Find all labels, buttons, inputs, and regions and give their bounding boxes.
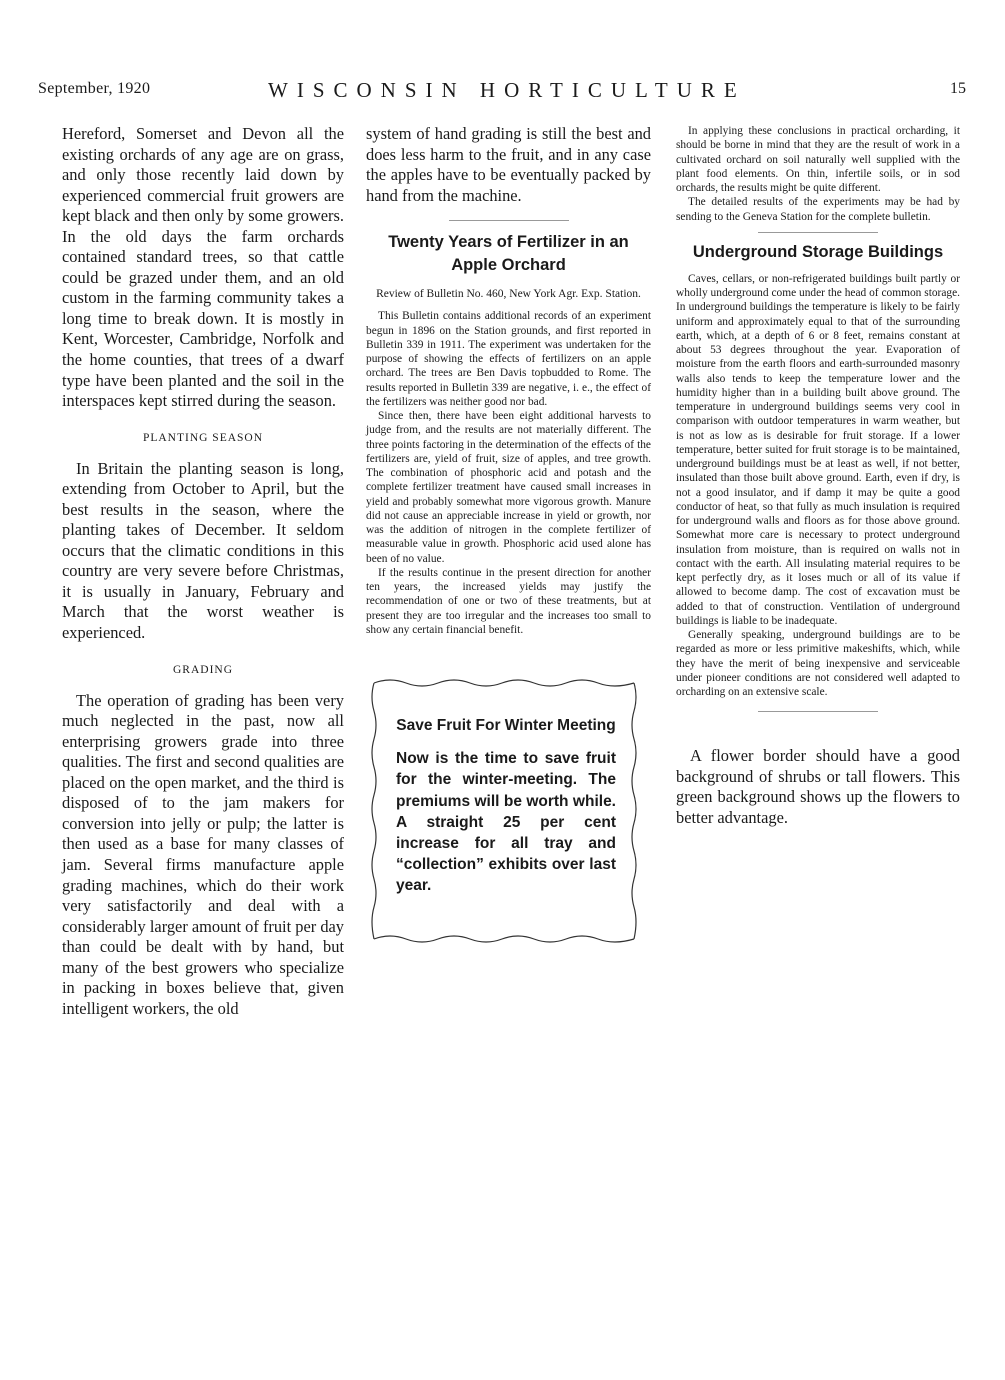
issue-date: September, 1920 — [38, 80, 151, 97]
fertilizer-paragraph-3: If the results continue in the present direction for another ten years, the increased yields may justify the recommendation of one or two of these treatments, but at present they are too irregular and the increases too small to show any certain financial benefit. — [366, 566, 651, 636]
fertilizer-paragraph-2: Since then, there have been eight additional harvests to judge from, and the results are not materially different. The three points factoring in the determination of the effects of the fertilizers are, yield of fruit, size of apples, and tree growth. The combination of phosphoric acid and potash and the complete fertilizer treatment have caused small increases in yield and probably somewhat more vigorous growth. Manure did not cause an appreciable increase in yield or growth, nor was the addition of nitrogen in the complete fertilizer of measurable value in growth. Phosphoric acid used alone has been of no value. — [366, 410, 651, 565]
grading-heading: GRADING — [172, 663, 234, 676]
flower-border-note: A flower border should have a good background of shrubs or tall flowers. This green background shows up the flowers to better advantage. — [676, 746, 960, 828]
divider — [758, 232, 878, 233]
planting-season-paragraph: In Britain the planting season is long, extending from October to April, but the best results in the season, where the planting takes of December. It seldom occurs that the climatic conditions in this country are very severe before Christmas, it is usually in January, February and March that the worst weather is experienced. — [62, 458, 344, 643]
grading-continuation: system of hand grading is still the best and does less harm to the fruit, and in any case the apples have to be eventually packed by hand from the machine. — [366, 124, 651, 205]
divider — [758, 711, 878, 712]
page-number: 15 — [950, 80, 966, 97]
page-header — [38, 78, 966, 102]
storage-paragraph-2: Generally speaking, underground buildings are to be regarded as more or less primitive makeshifts, which, while they have the merit of being inexpensive and serviceable under pioneer conditions are not considered well adapted to orcharding on an extensive scale. — [676, 629, 960, 698]
orchard-grass-paragraph: Hereford, Somerset and Devon all the existing orchards of any age are on grass, and only those recently laid down by experienced commercial fruit growers are kept black and then only by some growers. In the old days the farm orchards contained standard trees, so that cattle could be grazed under them, and an old custom in the farming community takes a long time to break down. It is mostly in Kent, Worcester, Cambridge, Norfolk and the home counties, that trees of a dwarf type have been planted and the soil in the interspaces kept stirred during the season. — [62, 124, 344, 411]
publication-title: WISCONSIN HORTICULTURE — [268, 78, 746, 102]
column-left — [62, 124, 344, 1019]
column-middle — [366, 124, 651, 953]
fertilizer-paragraph-1: This Bulletin contains additional records of an experiment begun in 1896 on the Station grounds, and first reported in Bulletin 339 in 1911. The experiment was undertaken for the purpose of showing the effects of fertilizers on an apple orchard. The trees are Ben Davis topbudded to Rome. The results reported in Bulletin 339 are negative, i. e., the effect of the fertilizers was neither good nor bad. — [366, 310, 651, 408]
grading-paragraph: The operation of grading has been very much neglected in the past, now all enterprising growers grade into three qualities. The first and second qualities are placed on the open market, and the third is disposed of to the jam makers for conversion into jelly or pulp; the latter is then used as a base for many classes of jam. Several firms manufacture apple grading machines, which do their work very satisfactorily and deal with a considerably larger amount of fruit per day than could be dealt with by hand, but many of the best growers who specialize in packing in boxes believe that, given intelligent workers, the old — [62, 690, 344, 1018]
winter-meeting-notice — [366, 669, 651, 953]
planting-season-heading: PLANTING SEASON — [142, 431, 264, 444]
divider — [449, 220, 569, 221]
fertilizer-article-byline: Review of Bulletin No. 460, New York Agr. Exp. Station. — [376, 288, 641, 301]
conclusions-paragraph: In applying these conclusions in practical orcharding, it should be borne in mind that they are the result of work in a cultivated orchard on soil naturally well supplied with the plant food elements. On thin, infertile soils, or in sod orchards, the results might be quite different. — [676, 125, 960, 194]
storage-paragraph-1: Caves, cellars, or non-refrigerated buildings built partly or wholly underground come under the head of common storage. In underground buildings the temperature is likely to be fairly uniform and approximately equal to that of the surrounding earth, which, at a depth of 6 or 8 feet, remains constant at about 53 degrees throughout the year. Evaporation of moisture from the earth floors and earth-surrounded masonry walls also tends to keep the temperature lower and the humidity higher than in a building built above ground. The temperature in underground buildings seems very cool in comparison with outdoor temperatures in warm weather, but is not as low as is desirable for fruit storage. If a lower temperature, better suited for fruit storage is to be maintained, underground buildings must be at least as well, if not better, insulated than those built above ground. Earth, even if dry, is not a good insulator, and if damp it may be quite a good conductor of heat, so that fully as much insulation is required for underground walls and floors as for those above ground. Somewhat more care is necessary to protect underground insulation from moisture, than is required on walls not in contact with the earth. All insulating material requires to be kept perfectly dry, as it loses much or all of its value if allowed to become damp. The cost of excavation must be added to that of construction. Ventilation of underground buildings is liable to be inadequate. — [676, 272, 960, 627]
notice-box — [370, 675, 638, 945]
fertilizer-article-title: Twenty Years of Fertilizer in an Apple Orchard — [388, 233, 629, 275]
storage-article-title: Underground Storage Buildings — [692, 242, 944, 261]
notice-text: Now is the time to save fruit for the winter-meeting. The premiums will be worth while. A straight 25 per cent increase for all tray and “collection” exhibits over last year. — [396, 750, 616, 895]
notice-title: Save Fruit For Winter Meeting — [396, 717, 616, 735]
column-right — [676, 124, 960, 829]
bulletin-request-paragraph: The detailed results of the experiments may be had by sending to the Geneva Station for the complete bulletin. — [676, 196, 960, 223]
